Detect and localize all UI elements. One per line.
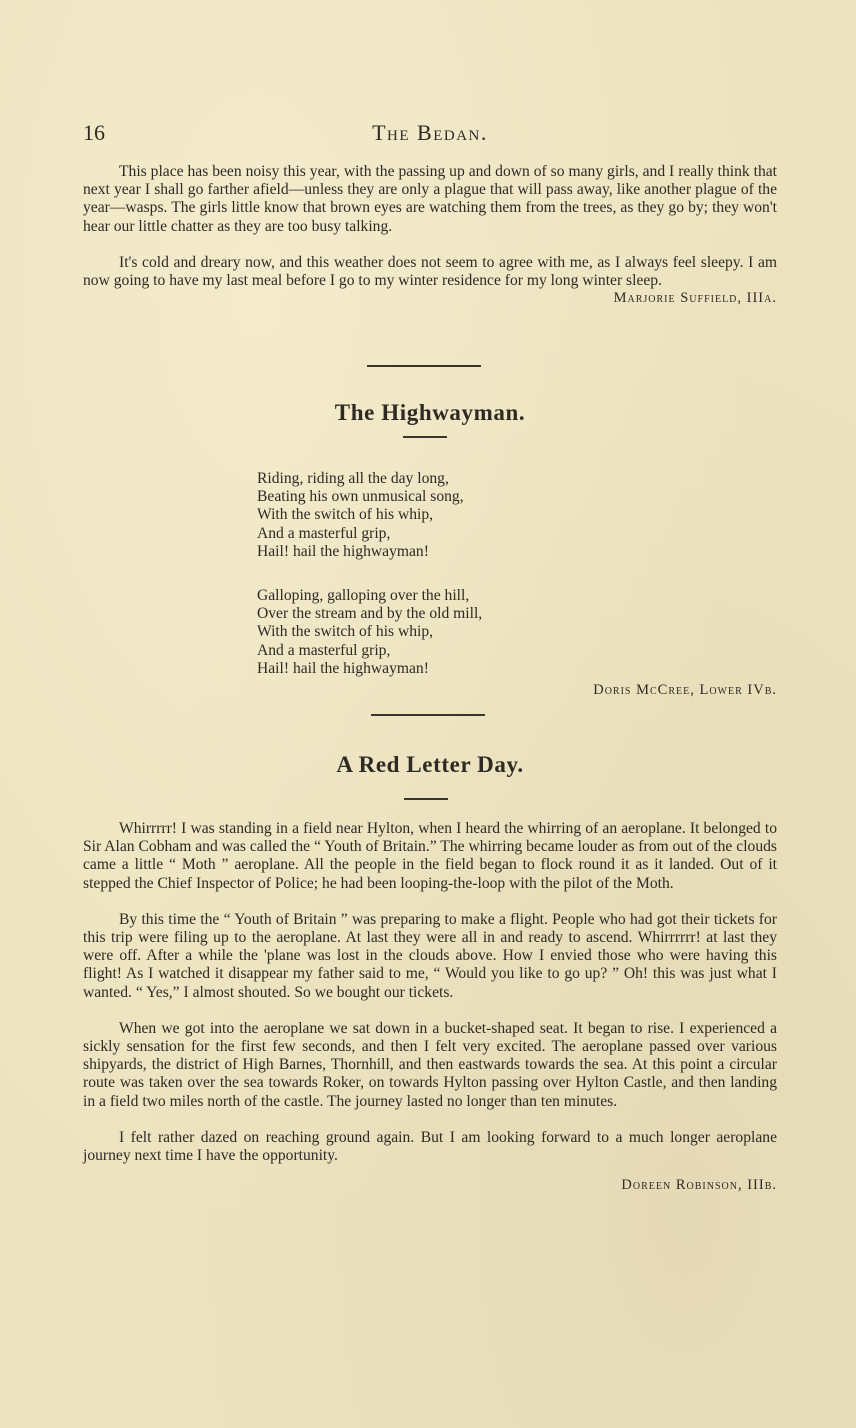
poem-line: Beating his own unmusical song, xyxy=(257,488,464,506)
red-letter-title: A Red Letter Day. xyxy=(336,752,524,777)
poem-line: Riding, riding all the day long, xyxy=(257,470,449,487)
page-header xyxy=(83,120,777,152)
section-divider xyxy=(371,714,485,716)
intro-article xyxy=(83,163,777,307)
intro-signature: Marjorie Suffield, IIIa. xyxy=(613,290,777,307)
title-underline xyxy=(403,436,447,438)
poem-line: With the switch of his whip, xyxy=(257,623,434,641)
red-letter-paragraph-2: By this time the “ Youth of Britain ” was preparing to make a flight. People who had got their tickets for this trip were filing up to the aeroplane. At last they were all in and ready to ascend. Whirrrrrr! at last they were off. After a while the 'plane was lost in the clouds above. How I envied those who were having this flight! As I watched it disappear my father said to me, “ Would you like to go up? ” Oh! this was just what I wanted. “ Yes,” I almost shouted. So we bought our tickets. xyxy=(83,910,777,1001)
running-title: The Bedan. xyxy=(372,120,488,145)
poem-line: Hail! hail the highwayman! xyxy=(257,659,429,677)
highwayman-stanza-2 xyxy=(257,587,717,678)
poem-line: Galloping, galloping over the hill, xyxy=(257,587,470,604)
highwayman-signature: Doris McCree, Lower IVb. xyxy=(593,682,777,698)
poem-line: And a masterful grip, xyxy=(257,524,391,542)
title-underline xyxy=(404,798,448,800)
red-letter-paragraph-3: When we got into the aeroplane we sat down in a bucket-shaped seat. It began to rise. I experienced a sickly sensation for the first few seconds, and then I felt very excited. The aeroplane passed over various shipyards, the district of High Barnes, Thornhill, and then eastwards towards the sea. At this point a circular route was taken over the sea towards Roker, on towards Hylton passing over Hylton Castle, and then landing in a field two miles north of the castle. The journey lasted no longer than ten minutes. xyxy=(83,1019,777,1110)
poem-line: Over the stream and by the old mill, xyxy=(257,605,483,623)
poem-line: With the switch of his whip, xyxy=(257,506,434,524)
intro-paragraph-1: This place has been noisy this year, with the passing up and down of so many girls, and I really think that next year I shall go farther afield—unless they are only a plague that will pass away, like another plague of the year—wasps. The girls little know that brown eyes are watching them from the trees, as they go by; they won't hear our little chatter as they are too busy talking. xyxy=(83,163,777,235)
red-letter-paragraph-1: Whirrrrr! I was standing in a field near Hylton, when I heard the whirring of an aeroplane. It belonged to Sir Alan Cobham and was called the “ Youth of Britain.” The whirring became louder as from out of the clouds came a little “ Moth ” aeroplane. All the people in the field began to flock round it as it landed. Out of it stepped the Chief Inspector of Police; he had been looping-the-loop with the pilot of the Moth. xyxy=(83,820,777,892)
red-letter-article xyxy=(83,820,777,1194)
highwayman-title: The Highwayman. xyxy=(334,400,526,425)
poem-line: Hail! hail the highwayman! xyxy=(257,542,429,560)
red-letter-signature: Doreen Robinson, IIIb. xyxy=(621,1177,777,1194)
highwayman-stanza-1 xyxy=(257,470,717,561)
page-number: 16 xyxy=(83,120,105,145)
intro-paragraph-2: It's cold and dreary now, and this weather does not seem to agree with me, as I always feel sleepy. I am now going to have my last meal before I go to my winter residence for my long winter sleep. xyxy=(83,253,777,290)
section-divider xyxy=(367,365,481,367)
poem-line: And a masterful grip, xyxy=(257,641,391,659)
red-letter-paragraph-4: I felt rather dazed on reaching ground again. But I am looking forward to a much longer aeroplane journey next time I have the opportunity. xyxy=(83,1128,777,1165)
